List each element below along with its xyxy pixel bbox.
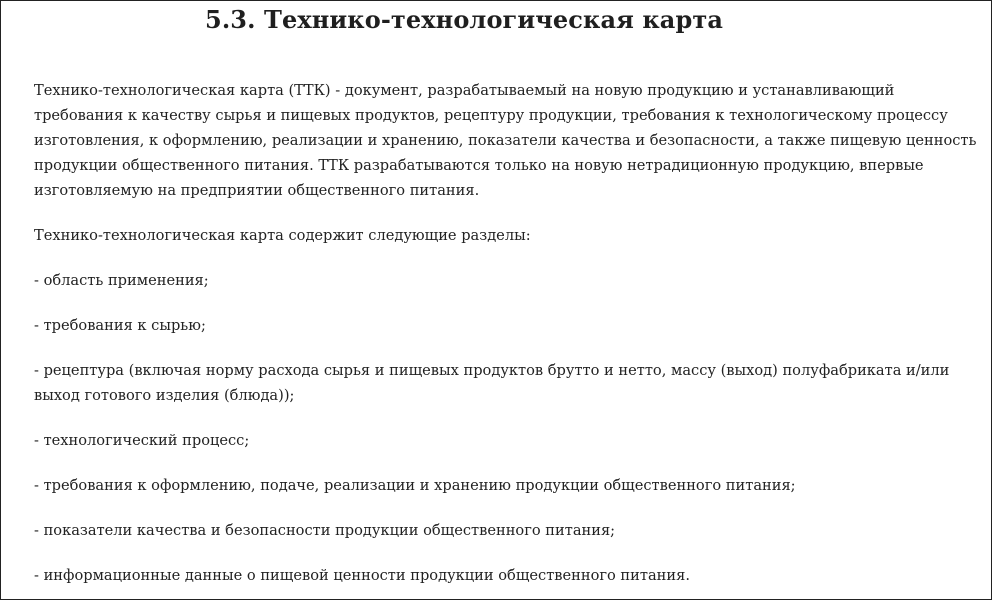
list-item-process: - технологический процесс; bbox=[34, 432, 250, 449]
document-body bbox=[34, 78, 984, 600]
list-item-recipe: - рецептура (включая норму расхода сырья и пищевых продуктов брутто и нетто, массу (выход) полуфабриката и/или выход готового изделия (блюда)); bbox=[34, 362, 950, 404]
sections-lead-paragraph: Технико-технологическая карта содержит следующие разделы: bbox=[34, 227, 531, 244]
list-item-nutrition: - информационные данные о пищевой ценности продукции общественного питания. bbox=[34, 567, 690, 584]
list-item-scope: - область применения; bbox=[34, 272, 209, 289]
intro-paragraph: Технико-технологическая карта (ТТК) - документ, разрабатываемый на новую продукцию и устанавливающий требования к качеству сырья и пищевых продуктов, рецептуру продукции, требования к технологическому процессу изготовления, к оформлению, реализации и хранению, показатели качества и безопасности, а также пищевую ценность продукции общественного питания. ТТК разрабатываются только на новую нетрадиционную продукцию, впервые изготовляемую на предприятии общественного питания. bbox=[34, 82, 977, 199]
list-item-quality: - показатели качества и безопасности продукции общественного питания; bbox=[34, 522, 616, 539]
section-title: 5.3. Технико-технологическая карта bbox=[205, 5, 723, 34]
list-item-presentation: - требования к оформлению, подаче, реализации и хранению продукции общественного питания; bbox=[34, 477, 796, 494]
list-item-raw-materials: - требования к сырью; bbox=[34, 317, 206, 334]
